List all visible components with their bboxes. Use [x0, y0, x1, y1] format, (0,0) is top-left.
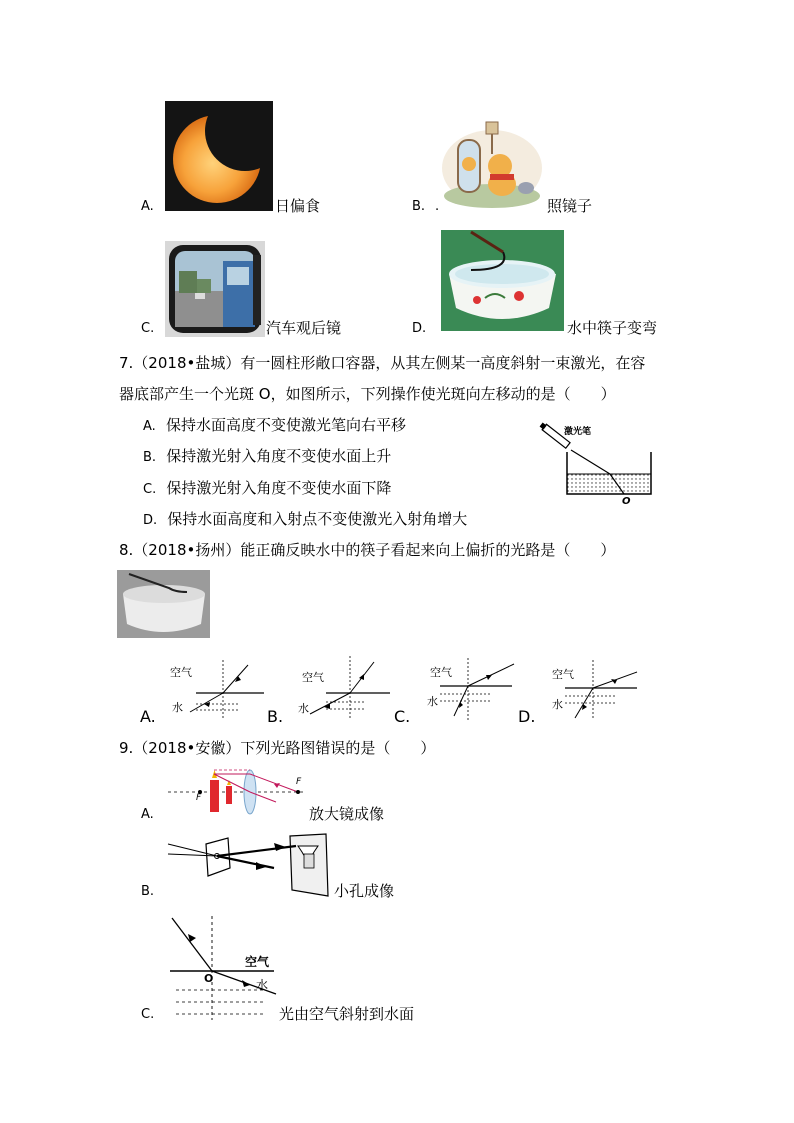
q9-c-water-label: 水: [256, 978, 269, 992]
q7-option-a: [143, 415, 406, 436]
rearview-mirror-photo: [165, 241, 265, 337]
q7-option-d-text: 保持水面高度和入射点不变使激光入射角增大: [167, 510, 468, 528]
q7-option-b-text: 保持激光射入角度不变使水面上升: [166, 447, 392, 465]
pinhole-diagram: [166, 832, 332, 900]
q8-d-air-label: 空气: [552, 668, 574, 681]
q8-a-air-label: 空气: [170, 666, 192, 679]
q9-c-air-label: 空气: [245, 955, 270, 969]
q8-stem: 8.（2018•扬州）能正确反映水中的筷子看起来向上偏折的光路是（ ）: [119, 541, 616, 559]
q7-option-a-letter: A.: [143, 419, 156, 434]
laser-container-diagram: [535, 422, 660, 512]
q7-stem-line2: 器底部产生一个光斑 O，如图所示，下列操作使光斑向左移动的是（ ）: [119, 385, 616, 403]
q7-option-b: [143, 446, 391, 467]
q8-d-water-label: 水: [552, 698, 563, 711]
magnifier-diagram: [166, 766, 306, 826]
mirror-cartoon-image: [440, 118, 545, 210]
q7-option-a-text: 保持水面高度不变使激光笔向右平移: [165, 416, 406, 434]
option-d-caption: 水中筷子变弯: [567, 319, 658, 337]
q8-option-c-letter: C.: [394, 707, 411, 726]
q8-c-water-label: 水: [427, 695, 438, 708]
spot-o-label: O: [622, 496, 631, 507]
q9-option-c-caption: 光由空气斜射到水面: [279, 1005, 415, 1023]
q8-b-water-label: 水: [298, 702, 309, 715]
option-a-caption: 日偏食: [275, 197, 321, 215]
q9-option-c-letter: C.: [141, 1007, 155, 1022]
q8-option-d-letter: D.: [518, 707, 536, 726]
option-b-caption: 照镜子: [547, 197, 593, 215]
q9-stem: 9.（2018•安徽）下列光路图错误的是（ ）: [119, 739, 436, 757]
bent-chopstick-bowl-photo: [441, 230, 564, 331]
solar-eclipse-photo: [165, 101, 273, 211]
q7-option-d: [143, 509, 467, 530]
q9-option-a-letter: A.: [141, 807, 154, 822]
q9-option-a-caption: 放大镜成像: [309, 805, 385, 823]
q8-figure-b: [296, 656, 396, 718]
q7-option-c-letter: C.: [143, 482, 157, 497]
q8-a-water-label: 水: [172, 701, 183, 714]
option-b-letter: B.: [412, 199, 426, 214]
option-d-letter: D.: [412, 321, 427, 336]
q8-b-air-label: 空气: [302, 671, 324, 684]
q9-option-b-caption: 小孔成像: [334, 882, 395, 900]
q7-option-b-letter: B.: [143, 450, 157, 465]
q7-stem-line1: 7.（2018•盐城）有一圆柱形敞口容器，从其左侧某一高度斜射一束激光，在容: [119, 354, 646, 372]
focus-f-label-right: F: [296, 777, 302, 787]
q8-option-a-letter: A.: [140, 707, 156, 726]
q7-option-d-letter: D.: [143, 513, 158, 528]
focus-f-label-left: F: [196, 793, 202, 803]
option-a-letter: A.: [141, 199, 154, 214]
q9-c-point-o-label: O: [204, 972, 214, 985]
q7-option-c-text: 保持激光射入角度不变使水面下降: [166, 479, 392, 497]
q8-option-b-letter: B.: [267, 707, 284, 726]
option-b-dot: .: [435, 199, 440, 214]
laser-pen-label: 激光笔: [564, 427, 592, 437]
chopstick-bowl-photo: [117, 570, 210, 638]
option-c-letter: C.: [141, 321, 155, 336]
option-c-caption: 汽车观后镜: [266, 319, 342, 337]
q7-option-c: [143, 478, 391, 499]
q8-c-air-label: 空气: [430, 666, 452, 679]
q9-option-b-letter: B.: [141, 884, 155, 899]
